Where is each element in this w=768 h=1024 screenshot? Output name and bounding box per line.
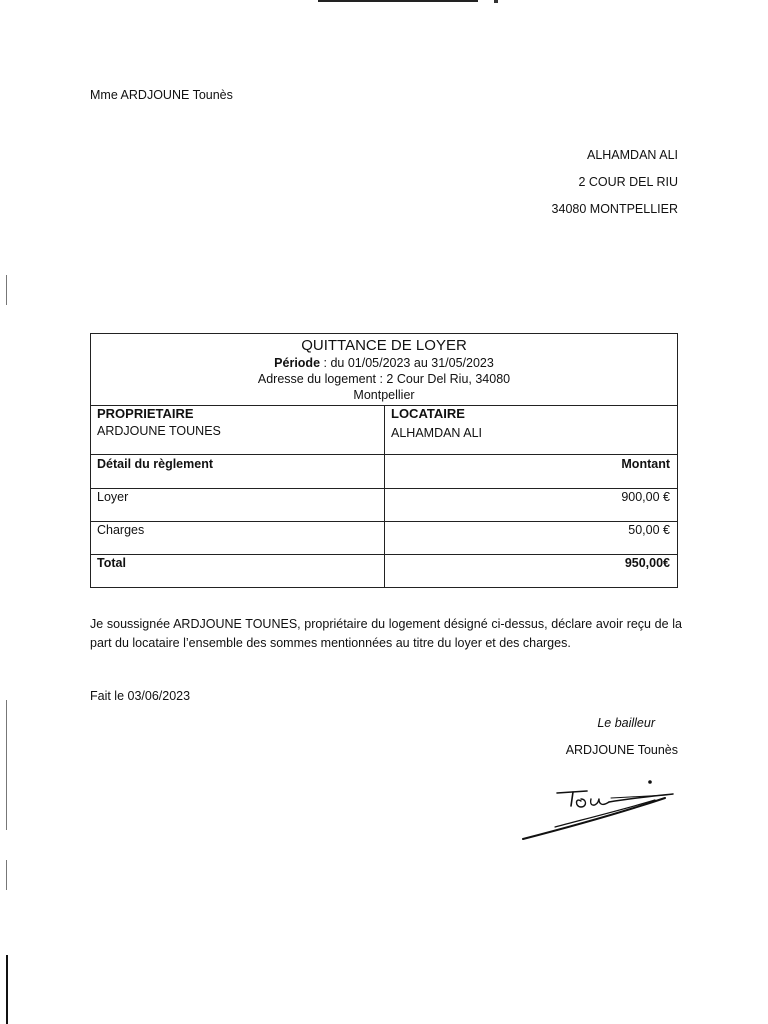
receipt-title: QUITTANCE DE LOYER: [301, 337, 467, 354]
row-divider: [91, 521, 677, 522]
handwritten-signature: [515, 775, 680, 845]
receipt-address-line2: Montpellier: [353, 388, 415, 402]
scan-edge-mark: [6, 860, 7, 890]
scan-artifact-line: [318, 0, 478, 2]
owner-name: ARDJOUNE TOUNES: [97, 424, 221, 438]
owner-heading: PROPRIETAIRE: [97, 406, 194, 421]
scan-edge-mark: [6, 275, 7, 305]
signature-name: ARDJOUNE Tounès: [565, 743, 678, 757]
detail-heading: Détail du règlement: [97, 457, 213, 471]
recipient-address-block: [552, 142, 678, 223]
receipt-table: [90, 333, 678, 588]
recipient-street: 2 COUR DEL RIU: [578, 175, 678, 189]
scan-edge-mark: [6, 700, 7, 830]
period-label: Période: [274, 356, 321, 370]
row-divider: [91, 554, 677, 555]
row-amount-loyer: 900,00 €: [621, 490, 670, 504]
receipt-address-line1: Adresse du logement : 2 Cour Del Riu, 34080: [257, 372, 511, 386]
recipient-name: ALHAMDAN ALI: [586, 148, 678, 162]
scan-artifact-dot: [494, 0, 498, 3]
recipient-city: 34080 MONTPELLIER: [551, 202, 678, 216]
receipt-period: [91, 355, 677, 371]
receipt-header: [91, 334, 677, 406]
sender-name: Mme ARDJOUNE Tounès: [90, 88, 233, 102]
scan-edge-mark: [6, 955, 8, 1024]
tenant-name: ALHAMDAN ALI: [391, 426, 483, 440]
total-label: Total: [97, 556, 126, 570]
row-divider: [91, 488, 677, 489]
row-label-loyer: Loyer: [97, 490, 129, 504]
date-line: Fait le 03/06/2023: [90, 689, 191, 703]
row-amount-charges: 50,00 €: [628, 523, 670, 537]
column-divider: [384, 405, 385, 587]
statement-paragraph: Je soussignée ARDJOUNE TOUNES, propriétaire du logement désigné ci-dessus, déclare avoir reçu de la part du locataire l’ensemble des sommes mentionnées au titre du loyer et des charges.: [90, 617, 682, 650]
tenant-heading: LOCATAIRE: [391, 406, 465, 421]
total-amount: 950,00€: [624, 556, 670, 570]
period-value: : du 01/05/2023 au 31/05/2023: [320, 356, 494, 370]
amount-heading: Montant: [621, 457, 670, 471]
row-divider: [91, 454, 677, 455]
row-label-charges: Charges: [97, 523, 145, 537]
signature-role: Le bailleur: [597, 716, 655, 730]
